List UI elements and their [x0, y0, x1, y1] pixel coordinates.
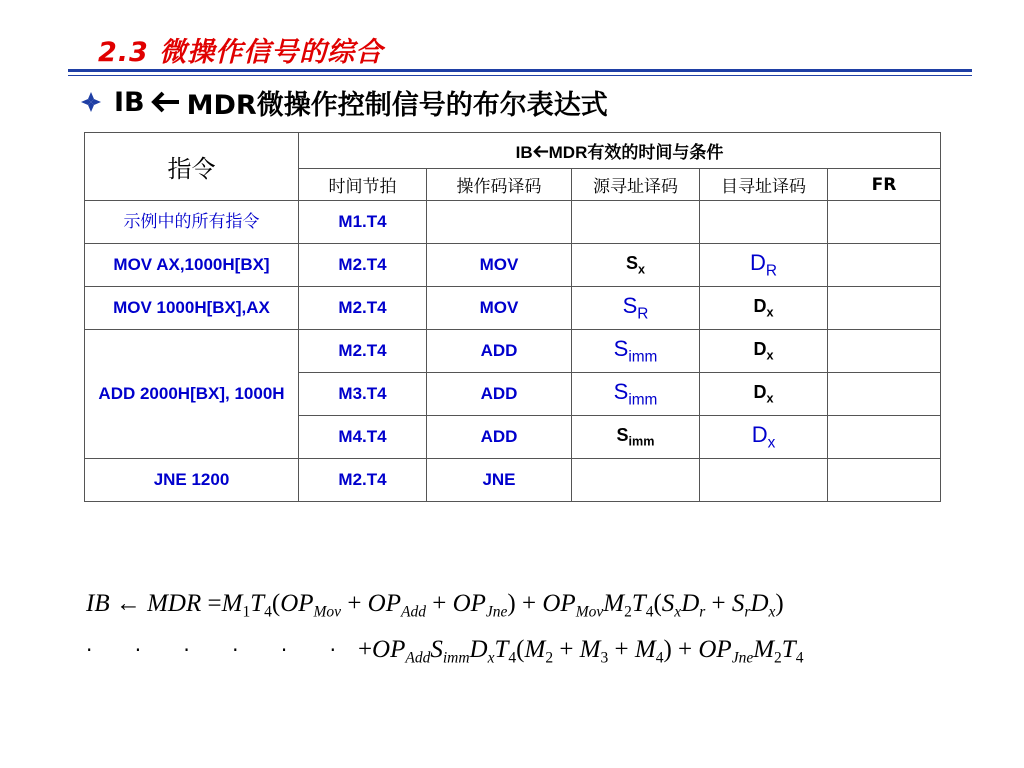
bullet-right-text: MDR微操作控制信号的布尔表达式 — [186, 89, 608, 121]
header-dst: 目寻址译码 — [700, 169, 828, 201]
header-time: 时间节拍 — [299, 169, 427, 201]
table-row — [85, 244, 941, 287]
src-symbol: S — [616, 425, 629, 446]
dst-subscript: x — [767, 434, 776, 452]
diamond-bullet-icon — [80, 91, 110, 113]
row-dst — [700, 416, 828, 459]
dst-symbol: D — [753, 296, 767, 317]
row-dst — [700, 373, 828, 416]
dst-subscript: x — [766, 305, 774, 320]
arrow-left-icon — [151, 91, 181, 113]
src-subscript: x — [638, 262, 646, 277]
row-time: M2.T4 — [299, 330, 427, 373]
row-opcode: ADD — [427, 416, 572, 459]
row-src — [572, 330, 700, 373]
row-opcode: MOV — [427, 244, 572, 287]
header-instruction: 指令 — [85, 133, 299, 201]
header-opcode: 操作码译码 — [427, 169, 572, 201]
src-symbol: S — [625, 253, 638, 274]
header-condition-prefix: IB — [515, 143, 533, 162]
row-time: M2.T4 — [299, 287, 427, 330]
bullet-heading — [80, 82, 608, 122]
dst-subscript: R — [765, 262, 777, 280]
row-fr — [828, 330, 941, 373]
row-src — [572, 244, 700, 287]
row-src — [572, 416, 700, 459]
dst-symbol: D — [751, 421, 768, 447]
row-dst — [700, 459, 828, 502]
src-subscript: imm — [628, 348, 658, 366]
table-row — [85, 330, 941, 373]
row-fr — [828, 201, 941, 244]
dst-subscript: x — [766, 391, 774, 406]
row-time: M2.T4 — [299, 244, 427, 287]
row-time: M2.T4 — [299, 459, 427, 502]
title-underline-thick — [68, 69, 972, 72]
bullet-left-text: IB — [114, 86, 145, 118]
dst-symbol: D — [753, 339, 767, 360]
src-subscript: R — [637, 305, 649, 323]
header-src: 源寻址译码 — [572, 169, 700, 201]
row-instruction: JNE 1200 — [85, 459, 299, 502]
table-row — [85, 201, 941, 244]
src-subscript: imm — [628, 391, 658, 409]
boolean-formula-line-1: IB ← MDR $=M_1T_4(OP_{Mov} + OP_{Add} + OP_{Jne}) + OP_{Mov}M_2T_4(S_xD_r + S_rD_x)$ — [86, 590, 784, 621]
signal-table — [84, 132, 941, 502]
row-opcode — [427, 201, 572, 244]
row-dst — [700, 201, 828, 244]
row-opcode: JNE — [427, 459, 572, 502]
header-fr: FR — [828, 169, 941, 201]
row-fr — [828, 416, 941, 459]
row-fr — [828, 459, 941, 502]
row-fr — [828, 373, 941, 416]
row-fr — [828, 287, 941, 330]
header-condition-suffix: MDR有效的时间与条件 — [548, 143, 724, 162]
row-dst — [700, 244, 828, 287]
arrow-left-icon — [533, 143, 549, 162]
row-opcode: ADD — [427, 330, 572, 373]
row-src — [572, 201, 700, 244]
row-time: M1.T4 — [299, 201, 427, 244]
src-symbol: S — [622, 292, 638, 318]
boolean-formula-line-2: · · · · · · $+OP_{Add}S_{imm}D_xT_4(M_2 + M_3 + M_4) + OP_{Jne}M_2T_4$ — [86, 636, 804, 667]
title-underline-thin — [68, 75, 972, 76]
dst-subscript: x — [766, 348, 774, 363]
src-symbol: S — [613, 335, 629, 361]
continuation-dots: · · · · · · — [86, 638, 354, 662]
row-dst — [700, 287, 828, 330]
row-opcode: MOV — [427, 287, 572, 330]
row-opcode: ADD — [427, 373, 572, 416]
src-subscript: imm — [628, 434, 655, 449]
src-symbol: S — [613, 378, 629, 404]
row-time: M3.T4 — [299, 373, 427, 416]
row-instruction: MOV AX,1000H[BX] — [85, 244, 299, 287]
table-row — [85, 287, 941, 330]
table-row — [85, 459, 941, 502]
row-fr — [828, 244, 941, 287]
row-src — [572, 459, 700, 502]
row-time: M4.T4 — [299, 416, 427, 459]
dst-symbol: D — [753, 382, 767, 403]
row-src — [572, 287, 700, 330]
row-instruction: 示例中的所有指令 — [85, 201, 299, 244]
row-src — [572, 373, 700, 416]
row-instruction: MOV 1000H[BX],AX — [85, 287, 299, 330]
dst-symbol: D — [749, 249, 766, 275]
row-dst — [700, 330, 828, 373]
header-condition — [299, 133, 941, 169]
row-instruction: ADD 2000H[BX], 1000H — [85, 330, 299, 459]
slide-title: 2.3 微操作信号的综合 — [98, 37, 384, 68]
